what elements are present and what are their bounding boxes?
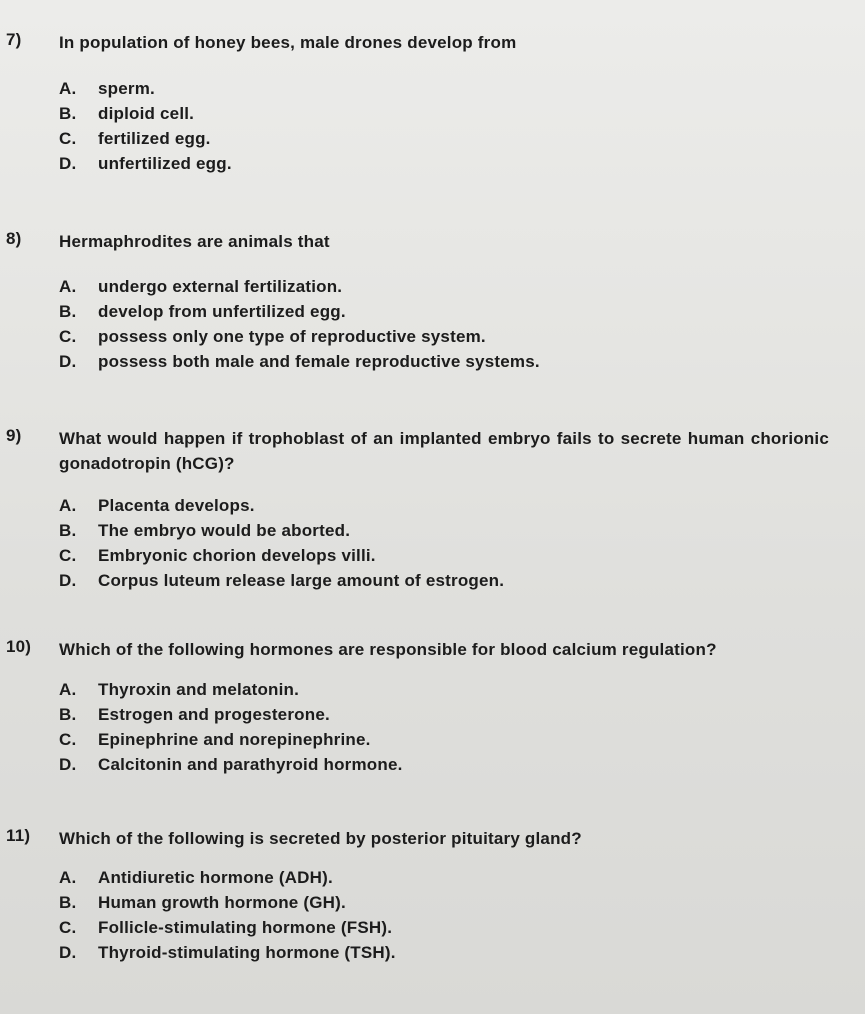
option-text: undergo external fertilization. xyxy=(98,277,343,296)
option-b xyxy=(59,518,504,543)
option-text: The embryo would be aborted. xyxy=(98,521,351,540)
option-a xyxy=(59,493,504,518)
option-text: Human growth hormone (GH). xyxy=(98,893,346,912)
option-text: Corpus luteum release large amount of estrogen. xyxy=(98,571,505,590)
option-letter: C. xyxy=(59,327,77,346)
option-letter: A. xyxy=(59,680,77,699)
option-letter: C. xyxy=(59,730,77,749)
answer-options xyxy=(59,76,232,176)
option-text: diploid cell. xyxy=(98,104,195,123)
option-text: Follicle-stimulating hormone (FSH). xyxy=(98,918,393,937)
option-text: Embryonic chorion develops villi. xyxy=(98,546,376,565)
option-a xyxy=(59,865,396,890)
option-text: Placenta develops. xyxy=(98,496,255,515)
question-text: What would happen if trophoblast of an implanted embryo fails to secrete human chorionic gonadotropin (hCG)? xyxy=(59,429,829,473)
option-letter: B. xyxy=(59,302,77,321)
option-text: Epinephrine and norepinephrine. xyxy=(98,730,371,749)
option-letter: B. xyxy=(59,521,77,540)
question-number: 11) xyxy=(6,826,31,845)
option-letter: A. xyxy=(59,277,77,296)
option-letter: A. xyxy=(59,496,77,515)
question-text: In population of honey bees, male drones develop from xyxy=(59,33,517,52)
answer-options xyxy=(59,865,396,965)
option-b xyxy=(59,890,396,915)
option-b xyxy=(59,101,232,126)
option-b xyxy=(59,299,540,324)
option-text: Estrogen and progesterone. xyxy=(98,705,330,724)
option-letter: D. xyxy=(59,943,77,962)
option-text: possess only one type of reproductive system. xyxy=(98,327,486,346)
option-d xyxy=(59,940,396,965)
option-letter: D. xyxy=(59,755,77,774)
option-d xyxy=(59,151,232,176)
option-text: Thyroxin and melatonin. xyxy=(98,680,300,699)
option-text: possess both male and female reproductive systems. xyxy=(98,352,540,371)
option-a xyxy=(59,76,232,101)
option-letter: A. xyxy=(59,79,77,98)
question-text: Hermaphrodites are animals that xyxy=(59,232,330,251)
option-letter: C. xyxy=(59,918,77,937)
option-d xyxy=(59,568,504,593)
option-letter: C. xyxy=(59,129,77,148)
option-c xyxy=(59,727,403,752)
option-d xyxy=(59,349,540,374)
option-b xyxy=(59,702,403,727)
answer-options xyxy=(59,274,540,374)
option-text: Thyroid-stimulating hormone (TSH). xyxy=(98,943,396,962)
question-number: 9) xyxy=(6,426,22,445)
option-letter: B. xyxy=(59,705,77,724)
option-text: Calcitonin and parathyroid hormone. xyxy=(98,755,403,774)
option-a xyxy=(59,274,540,299)
option-letter: B. xyxy=(59,104,77,123)
option-text: develop from unfertilized egg. xyxy=(98,302,346,321)
question-text: Which of the following is secreted by posterior pituitary gland? xyxy=(59,829,582,848)
option-a xyxy=(59,677,403,702)
option-c xyxy=(59,324,540,349)
question-number: 7) xyxy=(6,30,22,49)
answer-options xyxy=(59,677,403,777)
option-letter: D. xyxy=(59,352,77,371)
option-text: fertilized egg. xyxy=(98,129,211,148)
option-c xyxy=(59,915,396,940)
option-text: Antidiuretic hormone (ADH). xyxy=(98,868,333,887)
option-letter: D. xyxy=(59,571,77,590)
question-number: 8) xyxy=(6,229,22,248)
option-d xyxy=(59,752,403,777)
question-number: 10) xyxy=(6,637,32,656)
question-text: Which of the following hormones are responsible for blood calcium regulation? xyxy=(59,640,717,659)
option-letter: D. xyxy=(59,154,77,173)
option-c xyxy=(59,543,504,568)
answer-options xyxy=(59,493,504,593)
option-letter: B. xyxy=(59,893,77,912)
option-c xyxy=(59,126,232,151)
option-letter: C. xyxy=(59,546,77,565)
option-letter: A. xyxy=(59,868,77,887)
option-text: unfertilized egg. xyxy=(98,154,232,173)
option-text: sperm. xyxy=(98,79,155,98)
